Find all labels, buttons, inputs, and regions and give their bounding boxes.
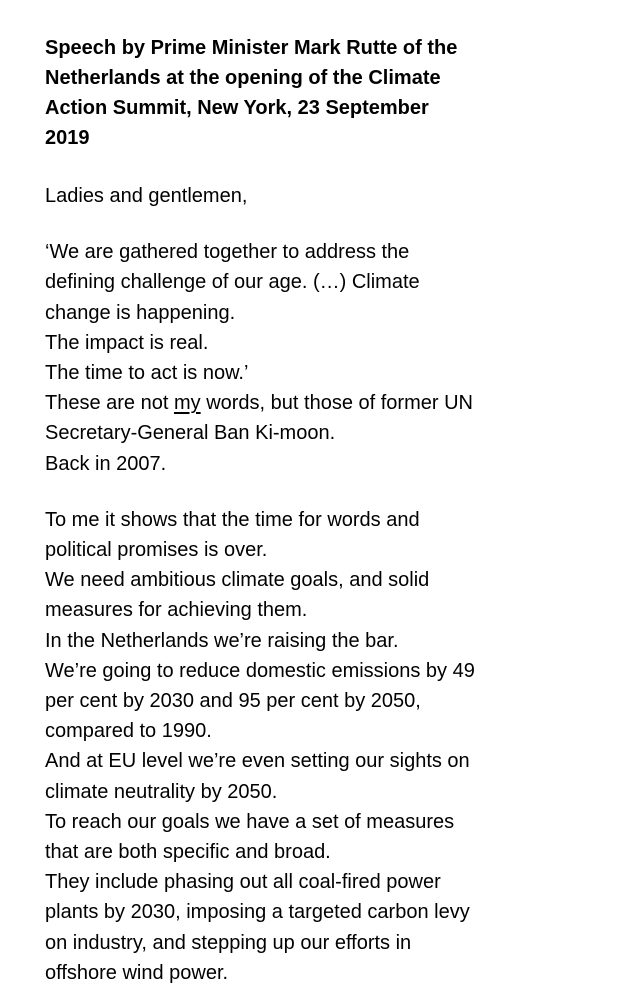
paragraph-line: political promises is over. bbox=[45, 539, 268, 562]
paragraph-line: To me it shows that the time for words and bbox=[45, 508, 420, 531]
paragraph-line: change is happening. bbox=[45, 301, 236, 324]
paragraph-quote bbox=[45, 237, 598, 479]
title-line: Action Summit, New York, 23 September bbox=[45, 97, 429, 119]
paragraph-goals bbox=[45, 505, 598, 988]
paragraph-line: offshore wind power. bbox=[45, 961, 229, 984]
title-line: 2019 bbox=[45, 127, 90, 149]
paragraph-line: on industry, and stepping up our efforts in bbox=[45, 931, 412, 954]
paragraph-line: The impact is real. bbox=[45, 331, 209, 354]
paragraph-line: per cent by 2030 and 95 per cent by 2050, bbox=[45, 690, 421, 713]
paragraph-line: ‘We are gathered together to address the bbox=[45, 241, 410, 264]
title-line: Speech by Prime Minister Mark Rutte of the bbox=[45, 37, 458, 59]
paragraph-line: Secretary-General Ban Ki-moon. bbox=[45, 422, 336, 445]
paragraph-line bbox=[45, 388, 598, 418]
paragraph-line: We’re going to reduce domestic emissions by 49 bbox=[45, 659, 475, 682]
paragraph-line: compared to 1990. bbox=[45, 720, 212, 743]
underlined-word: my bbox=[173, 392, 201, 415]
paragraph-line: The time to act is now.’ bbox=[45, 362, 249, 385]
greeting bbox=[45, 181, 598, 211]
greeting-text: Ladies and gentlemen, bbox=[45, 185, 248, 207]
line-segment: words, but those of former UN bbox=[200, 392, 473, 415]
paragraph-line: measures for achieving them. bbox=[45, 599, 308, 622]
paragraph-line: climate neutrality by 2050. bbox=[45, 780, 278, 803]
paragraph-line: They include phasing out all coal-fired power bbox=[45, 871, 441, 894]
paragraph-line: Back in 2007. bbox=[45, 452, 167, 475]
title-line: Netherlands at the opening of the Climate bbox=[45, 67, 441, 89]
paragraph-line: We need ambitious climate goals, and solid bbox=[45, 569, 430, 592]
paragraph-line: plants by 2030, imposing a targeted carbon levy bbox=[45, 901, 470, 924]
paragraph-line: To reach our goals we have a set of measures bbox=[45, 810, 455, 833]
paragraph-line: that are both specific and broad. bbox=[45, 841, 331, 864]
speech-title bbox=[45, 33, 598, 153]
line-segment: These are not bbox=[45, 392, 174, 415]
paragraph-line: And at EU level we’re even setting our sights on bbox=[45, 750, 470, 773]
paragraph-line: In the Netherlands we’re raising the bar. bbox=[45, 629, 399, 652]
paragraph-line: defining challenge of our age. (…) Climate bbox=[45, 271, 420, 294]
